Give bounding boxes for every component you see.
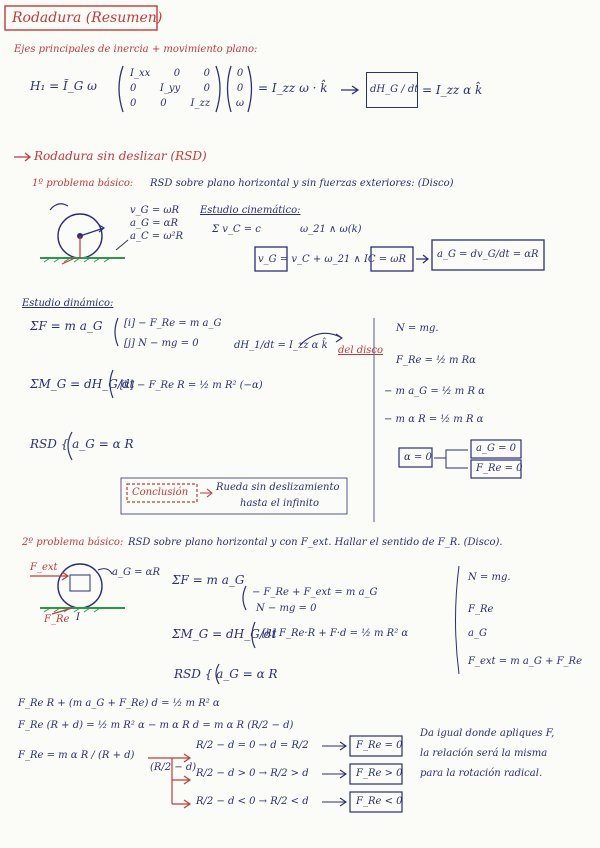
solve-2: F_Re (R + d) = ½ m R² α − m α R d = m α R (R/2 − d) bbox=[18, 720, 294, 731]
side-note: Da igual donde apliques F, la relación será la misma para la rotación radical. bbox=[420, 728, 555, 779]
note-disc: del disco bbox=[338, 345, 384, 356]
fig2-fext: F_ext bbox=[30, 562, 58, 573]
conclusion-label: Conclusión bbox=[132, 487, 189, 498]
case-3-cond: R/2 − d < 0 → R/2 < d bbox=[196, 796, 309, 807]
dyn-k: [k] − F_Re R = ½ m R² (−α) bbox=[120, 380, 263, 391]
case-2-result: F_Re > 0 bbox=[356, 768, 403, 779]
section1-heading: Ejes principales de inercia + movimiento plano: bbox=[14, 44, 258, 55]
conclusion-text-2: hasta el infinito bbox=[240, 498, 319, 509]
problem2-label: 2º problema básico: bbox=[22, 537, 124, 548]
solve-3-rhs: (R/2 − d) bbox=[150, 762, 197, 773]
problem2-text: RSD sobre plano horizontal y con F_ext. Hallar el sentido de F_R. (Disco). bbox=[128, 537, 503, 548]
note-izz: dH_1/dt = I_zz α k̂ bbox=[234, 340, 328, 351]
derivative-rhs: = I_zz α k̂ bbox=[422, 83, 483, 97]
vector-right-bracket bbox=[248, 66, 252, 112]
implies-arrow bbox=[341, 86, 358, 94]
omega-vector: 0 0 ω bbox=[235, 68, 245, 109]
kinematics-label: Estudio cinemático: bbox=[200, 205, 301, 216]
s3-right-1: N = mg. bbox=[468, 572, 511, 583]
side-equations: v_G = ωR a_G = αR a_C = ω²R bbox=[130, 205, 184, 242]
s3-eq1-j: N − mg = 0 bbox=[256, 603, 317, 614]
s3-eq2-k: [k] F_Re·R + F·d = ½ m R² α bbox=[262, 628, 409, 639]
momentum-eq: H₁ = Ĩ_G ω bbox=[30, 79, 97, 93]
fre-zero: F_Re = 0 bbox=[476, 463, 523, 474]
problem1-label: 1º problema básico: bbox=[32, 178, 134, 189]
dyn-j: [j] N − mg = 0 bbox=[124, 338, 199, 349]
right-eq-2: F_Re = ½ m Rα bbox=[396, 355, 476, 366]
matrix-left-bracket bbox=[119, 66, 123, 112]
kin-eq2: ω_21 ∧ ω(k) bbox=[300, 224, 362, 235]
section-arrow bbox=[14, 153, 30, 161]
section2-heading: Rodadura sin deslizar (RSD) bbox=[34, 149, 207, 163]
matrix-right-bracket bbox=[216, 66, 220, 112]
s3-right-4: F_ext = m a_G + F_Re bbox=[468, 656, 582, 667]
disc-figure-1 bbox=[40, 204, 128, 264]
brace-1 bbox=[115, 318, 118, 346]
ag-zero: a_G = 0 bbox=[476, 443, 517, 454]
solve-1: F_Re R + (m a_G + F_Re) d = ½ m R² α bbox=[18, 698, 220, 709]
solve-3-lhs: F_Re = m α R / (R + d) bbox=[18, 750, 135, 761]
fig2-fre: F_Re bbox=[44, 614, 70, 625]
right-eq-1: N = mg. bbox=[396, 323, 439, 334]
kin-eq4: a_G = dv_G/dt = αR bbox=[437, 249, 539, 260]
dynamics-label: Estudio dinámico: bbox=[22, 298, 114, 309]
right-eq-3: − m a_G = ½ m R α bbox=[384, 386, 485, 397]
fig2-ag: a_G = αR bbox=[112, 567, 160, 578]
vector-left-bracket bbox=[228, 66, 232, 112]
s3-right-2: F_Re bbox=[468, 604, 494, 615]
derivative-lhs: dH_G / dt bbox=[370, 84, 419, 95]
case-2-cond: R/2 − d > 0 → R/2 > d bbox=[196, 768, 309, 779]
s3-rsd: RSD { a_G = α R bbox=[174, 667, 278, 681]
kin-eq1: Σ v_C = c bbox=[212, 224, 261, 235]
conclusion-text-1: Rueda sin deslizamiento bbox=[216, 482, 340, 493]
problem1-text: RSD sobre plano horizontal y sin fuerzas exteriores: (Disco) bbox=[150, 178, 454, 189]
case-3-result: F_Re < 0 bbox=[356, 796, 403, 807]
eq-result: = I_zz ω · k̂ bbox=[258, 81, 328, 95]
kin-eq3: v_G = v_C + ω_21 ∧ IC = ωR bbox=[258, 254, 406, 265]
page-title: Rodadura (Resumen) bbox=[12, 10, 163, 26]
s3-eq2: ΣM_G = dH_G/dt bbox=[172, 627, 277, 641]
s3-eq1: ΣF = m a_G bbox=[172, 573, 245, 587]
alpha-zero: α = 0 bbox=[404, 452, 432, 463]
case-1-cond: R/2 − d = 0 → d = R/2 bbox=[196, 740, 309, 751]
dyn-eq1: ΣF = m a_G bbox=[30, 319, 103, 333]
dyn-i: [i] − F_Re = m a_G bbox=[124, 318, 222, 329]
case-1-result: F_Re = 0 bbox=[356, 740, 403, 751]
inertia-matrix: I_xx 0 0 0 I_yy 0 0 0 I_zz bbox=[130, 68, 210, 109]
s3-right-3: a_G bbox=[468, 628, 487, 639]
dyn-eq2: ΣM_G = dH_G/dt bbox=[30, 377, 135, 391]
s3-eq1-rhs: − F_Re + F_ext = m a_G bbox=[252, 587, 378, 598]
fig2-i: I bbox=[76, 612, 80, 623]
rsd-line: RSD { a_G = α R bbox=[30, 437, 134, 451]
right-eq-4: − m α R = ½ m R α bbox=[384, 414, 484, 425]
